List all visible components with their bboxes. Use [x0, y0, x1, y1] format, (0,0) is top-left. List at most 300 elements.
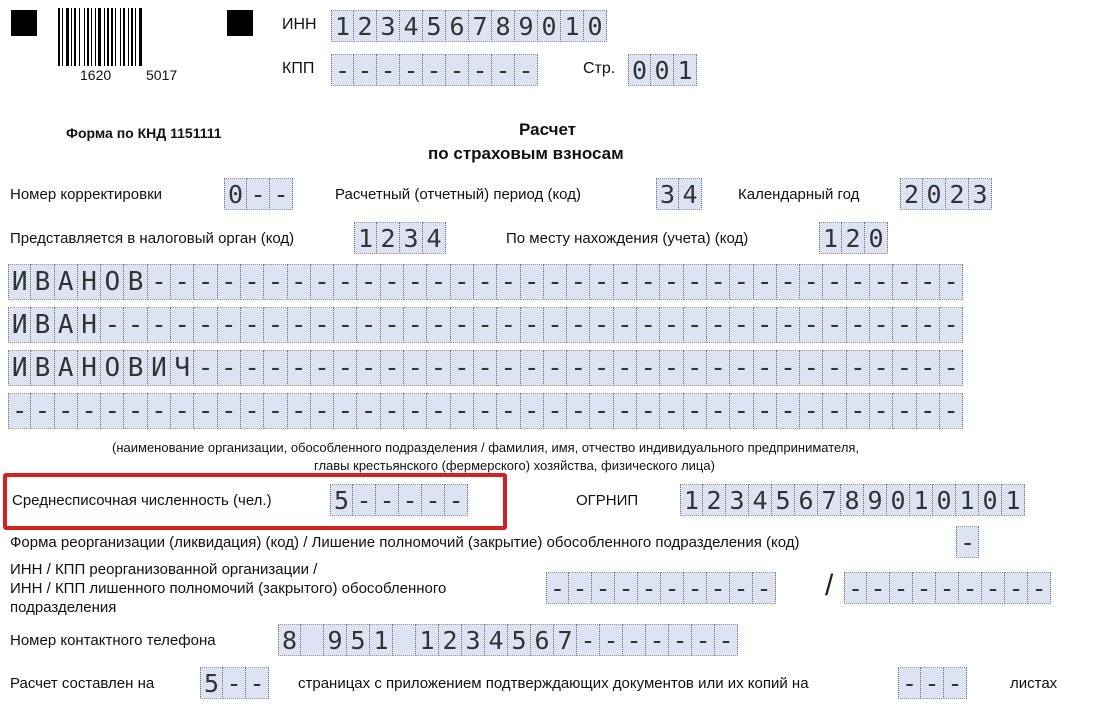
char-cell: - — [660, 307, 683, 343]
char-cell: О — [101, 350, 124, 386]
char-cell: - — [707, 350, 730, 386]
char-cell: - — [357, 264, 380, 300]
char-cell: 2 — [354, 10, 377, 42]
char-cell: - — [334, 350, 357, 386]
char-cell: - — [823, 264, 846, 300]
char-cell: - — [569, 572, 592, 604]
char-cell: - — [917, 307, 940, 343]
char-cell: - — [148, 307, 171, 343]
year-label: Календарный год — [738, 186, 860, 203]
char-cell: 4 — [749, 484, 772, 516]
char-cell: 7 — [469, 10, 492, 42]
char-cell: - — [590, 393, 613, 429]
char-cell: - — [823, 393, 846, 429]
char-cell: - — [446, 54, 469, 86]
name-caption-line2: главы крестьянского (фермерского) хозяйства, физического лица) — [314, 458, 715, 473]
char-cell: - — [404, 350, 427, 386]
char-cell: - — [171, 264, 194, 300]
char-cell: В — [31, 350, 54, 386]
char-cell: - — [194, 350, 217, 386]
char-cell: 5 — [347, 624, 370, 656]
char-cell: - — [171, 307, 194, 343]
char-cell: - — [381, 264, 404, 300]
char-cell: - — [615, 572, 638, 604]
char-cell: - — [404, 307, 427, 343]
char-cell: - — [521, 264, 544, 300]
char-cell: - — [940, 307, 963, 343]
char-cell: - — [124, 307, 147, 343]
char-cell: - — [404, 393, 427, 429]
char-cell: 5 — [772, 484, 795, 516]
barcode-bar — [95, 8, 96, 66]
char-cell: 7 — [818, 484, 841, 516]
location-field[interactable] — [819, 222, 888, 254]
char-cell: - — [451, 350, 474, 386]
form-knd-label: Форма по КНД 1151111 — [66, 125, 222, 141]
char-cell: - — [715, 624, 738, 656]
char-cell: - — [148, 264, 171, 300]
char-cell: - — [194, 264, 217, 300]
char-cell: 0 — [651, 54, 674, 86]
char-cell: - — [451, 393, 474, 429]
barcode-bar — [71, 8, 72, 66]
phone-field[interactable] — [278, 624, 738, 656]
inn-label: ИНН — [282, 16, 317, 33]
char-cell: - — [870, 264, 893, 300]
char-cell: - — [614, 307, 637, 343]
char-cell: - — [684, 572, 707, 604]
name-line-3[interactable] — [8, 350, 963, 386]
char-cell: - — [684, 307, 707, 343]
char-cell: - — [381, 307, 404, 343]
inn-field[interactable] — [331, 10, 607, 42]
char-cell: - — [940, 264, 963, 300]
char-cell: - — [474, 350, 497, 386]
char-cell: 1 — [1002, 484, 1025, 516]
year-field[interactable] — [900, 178, 992, 210]
char-cell: 2 — [377, 222, 400, 254]
barcode-bar — [62, 8, 63, 66]
char-cell: - — [637, 350, 660, 386]
char-cell: 5 — [508, 624, 531, 656]
char-cell: 9 — [515, 10, 538, 42]
char-cell: - — [730, 307, 753, 343]
char-cell: 3 — [656, 178, 679, 210]
char-cell: И — [8, 307, 31, 343]
char-cell: 5 — [200, 667, 223, 699]
char-cell: - — [893, 393, 916, 429]
char-cell: - — [567, 350, 590, 386]
char-cell: 0 — [538, 10, 561, 42]
char-cell: - — [445, 484, 468, 516]
char-cell: - — [544, 264, 567, 300]
char-cell: - — [288, 307, 311, 343]
char-cell: - — [311, 393, 334, 429]
correction-label: Номер корректировки — [10, 186, 163, 203]
barcode-bar — [111, 8, 113, 66]
char-cell: 6 — [446, 10, 469, 42]
char-cell: - — [823, 350, 846, 386]
char-cell: 3 — [969, 178, 992, 210]
char-cell: - — [544, 393, 567, 429]
char-cell: - — [661, 572, 684, 604]
char-cell: 4 — [423, 222, 446, 254]
char-cell: - — [218, 307, 241, 343]
char-cell: 1 — [910, 484, 933, 516]
char-cell: - — [521, 350, 544, 386]
char-cell: 0 — [887, 484, 910, 516]
char-cell: - — [264, 264, 287, 300]
char-cell: - — [469, 54, 492, 86]
char-cell: - — [381, 393, 404, 429]
char-cell: - — [913, 572, 936, 604]
char-cell: 1 — [354, 222, 377, 254]
char-cell: - — [623, 624, 646, 656]
char-cell: - — [171, 393, 194, 429]
char-cell: - — [577, 624, 600, 656]
char-cell: 4 — [400, 10, 423, 42]
corner-marker-right — [227, 10, 253, 36]
correction-field[interactable] — [224, 178, 293, 210]
char-cell: - — [684, 393, 707, 429]
char-cell: - — [451, 307, 474, 343]
reorg-field[interactable] — [956, 526, 979, 558]
char-cell: 6 — [531, 624, 554, 656]
barcode-bar — [91, 8, 92, 66]
barcode-number-right: 5017 — [146, 67, 178, 83]
ogrnip-field[interactable] — [680, 484, 1025, 516]
char-cell: Н — [78, 264, 101, 300]
char-cell: - — [707, 307, 730, 343]
char-cell: - — [614, 393, 637, 429]
char-cell: Н — [78, 350, 101, 386]
char-cell: - — [646, 624, 669, 656]
char-cell: 2 — [842, 222, 865, 254]
char-cell: - — [246, 667, 269, 699]
char-cell: 4 — [679, 178, 702, 210]
char-cell: - — [870, 350, 893, 386]
char-cell: - — [800, 393, 823, 429]
char-cell: - — [264, 350, 287, 386]
period-field[interactable] — [656, 178, 702, 210]
char-cell: 5 — [330, 484, 353, 516]
char-cell: - — [684, 264, 707, 300]
char-cell: - — [730, 264, 753, 300]
barcode-number-left: 1620 — [80, 67, 112, 83]
char-cell: И — [8, 350, 31, 386]
tax-organ-label: Представляется в налоговый орган (код) — [10, 230, 295, 247]
char-cell: В — [124, 350, 147, 386]
barcode — [58, 0, 198, 66]
char-cell: - — [331, 54, 354, 86]
char-cell: - — [270, 178, 293, 210]
char-cell: - — [956, 526, 979, 558]
char-cell: - — [567, 264, 590, 300]
char-cell: - — [247, 178, 270, 210]
headcount-label: Среднесписочная численность (чел.) — [12, 492, 272, 509]
char-cell: - — [400, 54, 423, 86]
char-cell: 0 — [865, 222, 888, 254]
char-cell: - — [1028, 572, 1051, 604]
char-cell: - — [311, 350, 334, 386]
char-cell: - — [31, 393, 54, 429]
attachments-field[interactable] — [898, 667, 967, 699]
char-cell: - — [546, 572, 569, 604]
char-cell: - — [241, 350, 264, 386]
char-cell: Н — [78, 307, 101, 343]
char-cell: - — [777, 393, 800, 429]
char-cell: 2 — [703, 484, 726, 516]
location-label: По месту нахождения (учета) (код) — [506, 230, 749, 247]
char-cell: - — [241, 264, 264, 300]
char-cell: - — [521, 393, 544, 429]
char-cell: - — [590, 264, 613, 300]
char-cell: - — [194, 307, 217, 343]
char-cell: 1 — [331, 10, 354, 42]
char-cell: - — [660, 350, 683, 386]
char-cell: 5 — [423, 10, 446, 42]
char-cell: 1 — [370, 624, 393, 656]
char-cell: - — [982, 572, 1005, 604]
char-cell: 7 — [554, 624, 577, 656]
char-cell: - — [377, 54, 400, 86]
char-cell: - — [311, 307, 334, 343]
char-cell: 8 — [841, 484, 864, 516]
barcode-bar — [128, 8, 129, 66]
char-cell: 2 — [439, 624, 462, 656]
char-cell: - — [669, 624, 692, 656]
char-cell: 1 — [561, 10, 584, 42]
char-cell: - — [218, 393, 241, 429]
char-cell: - — [753, 572, 776, 604]
char-cell: - — [357, 393, 380, 429]
char-cell: - — [684, 350, 707, 386]
char-cell: В — [124, 264, 147, 300]
char-cell: - — [754, 307, 777, 343]
char-cell: - — [474, 393, 497, 429]
reorg-inn-label-line3: подразделения — [10, 599, 117, 616]
barcode-bar — [87, 8, 89, 66]
name-line-1[interactable] — [8, 264, 963, 300]
char-cell: Ч — [171, 350, 194, 386]
char-cell: - — [870, 307, 893, 343]
char-cell: 1 — [956, 484, 979, 516]
char-cell: - — [101, 307, 124, 343]
char-cell: - — [288, 264, 311, 300]
char-cell: - — [357, 307, 380, 343]
char-cell: - — [241, 307, 264, 343]
page-number-field[interactable] — [628, 54, 697, 86]
char-cell: 3 — [377, 10, 400, 42]
char-cell: - — [381, 350, 404, 386]
char-cell: - — [427, 393, 450, 429]
char-cell: - — [917, 264, 940, 300]
char-cell: - — [544, 307, 567, 343]
char-cell: - — [707, 393, 730, 429]
char-cell: - — [422, 484, 445, 516]
char-cell: - — [194, 393, 217, 429]
barcode-bar — [74, 8, 76, 66]
char-cell: 0 — [584, 10, 607, 42]
char-cell: - — [497, 350, 520, 386]
name-caption-line1: (наименование организации, обособленного подразделения / фамилия, имя, отчество индивидуального предпринимателя, — [112, 440, 860, 455]
char-cell: - — [544, 350, 567, 386]
char-cell: - — [567, 307, 590, 343]
char-cell: - — [730, 572, 753, 604]
kpp-label: КПП — [282, 60, 315, 77]
char-cell: - — [730, 393, 753, 429]
char-cell: - — [55, 393, 78, 429]
char-cell: - — [660, 264, 683, 300]
char-cell: 1 — [674, 54, 697, 86]
char-cell: - — [777, 350, 800, 386]
pages-field[interactable] — [200, 667, 269, 699]
char-cell: - — [844, 572, 867, 604]
char-cell: - — [890, 572, 913, 604]
char-cell: - — [800, 307, 823, 343]
char-cell: - — [944, 667, 967, 699]
char-cell: - — [1005, 572, 1028, 604]
pages-label-start: Расчет составлен на — [10, 675, 155, 692]
name-line-2[interactable] — [8, 307, 963, 343]
char-cell: - — [600, 624, 623, 656]
char-cell: - — [567, 393, 590, 429]
char-cell: А — [55, 307, 78, 343]
char-cell: - — [311, 264, 334, 300]
kpp-field[interactable] — [331, 54, 538, 86]
char-cell: - — [376, 484, 399, 516]
char-cell: - — [353, 484, 376, 516]
char-cell: - — [474, 264, 497, 300]
char-cell: - — [334, 307, 357, 343]
char-cell: - — [959, 572, 982, 604]
char-cell: - — [497, 393, 520, 429]
char-cell: - — [334, 393, 357, 429]
char-cell: - — [354, 54, 377, 86]
char-cell: - — [893, 307, 916, 343]
char-cell: - — [264, 307, 287, 343]
char-cell: - — [8, 393, 31, 429]
char-cell: - — [101, 393, 124, 429]
char-cell: 3 — [462, 624, 485, 656]
barcode-bar — [79, 8, 80, 66]
char-cell: 2 — [900, 178, 923, 210]
char-cell: - — [474, 307, 497, 343]
char-cell: - — [870, 393, 893, 429]
char-cell: - — [917, 393, 940, 429]
char-cell: - — [898, 667, 921, 699]
char-cell: 4 — [485, 624, 508, 656]
phone-label: Номер контактного телефона — [10, 632, 216, 649]
pages-label-middle: страницах с приложением подтверждающих документов или их копий на — [298, 675, 809, 692]
char-cell: - — [427, 307, 450, 343]
char-cell: - — [847, 307, 870, 343]
barcode-bar — [120, 8, 121, 66]
char-cell: - — [800, 350, 823, 386]
char-cell: - — [590, 350, 613, 386]
reorg-inn-field[interactable] — [546, 572, 776, 604]
char-cell: - — [660, 393, 683, 429]
char-cell: - — [78, 393, 101, 429]
corner-marker-left — [11, 10, 37, 36]
char-cell: - — [451, 264, 474, 300]
char-cell: - — [223, 667, 246, 699]
char-cell: 1 — [680, 484, 703, 516]
char-cell: 6 — [795, 484, 818, 516]
char-cell: - — [592, 572, 615, 604]
char-cell: - — [218, 264, 241, 300]
reorg-kpp-field[interactable] — [844, 572, 1051, 604]
char-cell: - — [638, 572, 661, 604]
char-cell: 0 — [933, 484, 956, 516]
period-label: Расчетный (отчетный) период (код) — [335, 186, 581, 203]
barcode-bar — [135, 8, 136, 66]
char-cell: - — [823, 307, 846, 343]
char-cell: - — [497, 264, 520, 300]
char-cell: В — [31, 307, 54, 343]
char-cell: - — [241, 393, 264, 429]
char-cell: - — [427, 264, 450, 300]
char-cell — [393, 624, 416, 656]
char-cell: - — [754, 393, 777, 429]
form-title-line2: по страховым взносам — [428, 144, 624, 163]
char-cell: - — [399, 484, 422, 516]
char-cell — [301, 624, 324, 656]
barcode-bar — [58, 8, 60, 66]
char-cell: - — [357, 350, 380, 386]
char-cell: 8 — [278, 624, 301, 656]
char-cell: 0 — [628, 54, 651, 86]
char-cell: - — [521, 307, 544, 343]
char-cell: 1 — [819, 222, 842, 254]
tax-organ-field[interactable] — [354, 222, 446, 254]
char-cell: О — [101, 264, 124, 300]
page-label: Стр. — [583, 60, 616, 77]
char-cell: - — [637, 393, 660, 429]
reorg-separator: / — [825, 569, 834, 602]
headcount-highlight — [3, 473, 507, 530]
char-cell: 2 — [946, 178, 969, 210]
char-cell: 0 — [979, 484, 1002, 516]
char-cell: - — [707, 572, 730, 604]
char-cell: И — [148, 350, 171, 386]
reorg-inn-label-line1: ИНН / КПП реорганизованной организации / — [10, 561, 318, 578]
char-cell: - — [288, 350, 311, 386]
char-cell: - — [124, 393, 147, 429]
pages-label-end: листах — [1010, 675, 1058, 692]
char-cell: В — [31, 264, 54, 300]
reorg-label: Форма реорганизации (ликвидация) (код) / Лишение полномочий (закрытие) обособленного подразделения (код) — [10, 534, 800, 551]
char-cell: А — [55, 350, 78, 386]
barcode-bar — [84, 8, 85, 66]
barcode-bar — [139, 8, 142, 66]
char-cell: - — [730, 350, 753, 386]
char-cell: - — [777, 307, 800, 343]
barcode-bar — [131, 8, 133, 66]
char-cell: - — [847, 393, 870, 429]
barcode-bar — [66, 8, 69, 66]
char-cell: - — [218, 350, 241, 386]
char-cell: - — [590, 307, 613, 343]
char-cell: А — [55, 264, 78, 300]
char-cell: - — [288, 393, 311, 429]
char-cell: - — [777, 264, 800, 300]
char-cell: - — [754, 264, 777, 300]
barcode-bar — [98, 8, 101, 66]
char-cell: - — [692, 624, 715, 656]
char-cell: 8 — [492, 10, 515, 42]
name-line-4[interactable] — [8, 393, 963, 429]
